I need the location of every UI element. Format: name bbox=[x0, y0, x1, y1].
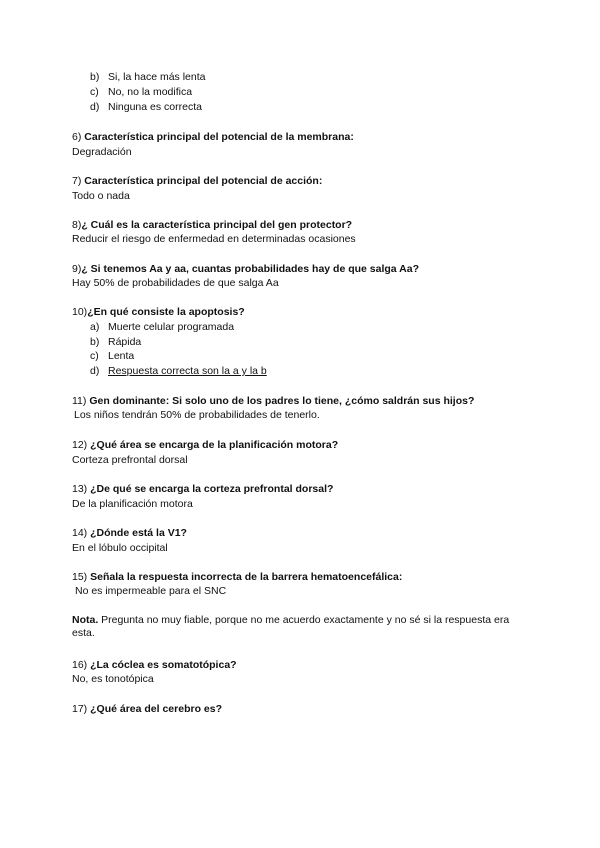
answer-12: Corteza prefrontal dorsal bbox=[72, 454, 188, 466]
question-15: 15) Señala la respuesta incorrecta de la barrera hematoencefálica: bbox=[72, 571, 403, 583]
q10-option-b: b) Rápida bbox=[90, 336, 142, 348]
question-6: 6) Característica principal del potencial de la membrana: bbox=[72, 131, 354, 143]
answer-14: En el lóbulo occipital bbox=[72, 542, 168, 554]
question-9: 9)¿ Si tenemos Aa y aa, cuantas probabilidades hay de que salga Aa? bbox=[72, 263, 420, 275]
question-8: 8)¿ Cuál es la característica principal del gen protector? bbox=[72, 219, 353, 231]
question-16: 16) ¿La cóclea es somatotópica? bbox=[72, 659, 237, 671]
answer-13: De la planificación motora bbox=[72, 498, 193, 510]
answer-15: No es impermeable para el SNC bbox=[75, 585, 227, 597]
q10-option-c: c) Lenta bbox=[90, 350, 135, 362]
q10-option-d: d) Respuesta correcta son la a y la b bbox=[90, 365, 267, 377]
question-10: 10)¿En qué consiste la apoptosis? bbox=[72, 306, 245, 318]
question-11: 11) Gen dominante: Si solo uno de los padres lo tiene, ¿cómo saldrán sus hijos? bbox=[72, 395, 475, 407]
question-7: 7) Característica principal del potencial de acción: bbox=[72, 175, 323, 187]
question-17: 17) ¿Qué área del cerebro es? bbox=[72, 703, 223, 715]
answer-7: Todo o nada bbox=[72, 190, 130, 202]
note-paragraph: Nota. Pregunta no muy fiable, porque no me acuerdo exactamente y no sé si la respuesta era esta. bbox=[72, 614, 510, 639]
option-d: d) Ninguna es correcta bbox=[90, 101, 202, 113]
option-b: b) Si, la hace más lenta bbox=[90, 71, 206, 83]
answer-9: Hay 50% de probabilidades de que salga Aa bbox=[72, 277, 279, 289]
answer-11: Los niños tendrán 50% de probabilidades de tenerlo. bbox=[74, 409, 320, 421]
question-12: 12) ¿Qué área se encarga de la planificación motora? bbox=[72, 439, 339, 451]
answer-16: No, es tonotópica bbox=[72, 673, 154, 685]
answer-6: Degradación bbox=[72, 146, 132, 158]
question-14: 14) ¿Dónde está la V1? bbox=[72, 527, 187, 539]
answer-8: Reducir el riesgo de enfermedad en determinadas ocasiones bbox=[72, 233, 356, 245]
question-13: 13) ¿De qué se encarga la corteza prefrontal dorsal? bbox=[72, 483, 334, 495]
q10-option-a: a) Muerte celular programada bbox=[90, 321, 235, 333]
option-c: c) No, no la modifica bbox=[90, 86, 193, 98]
